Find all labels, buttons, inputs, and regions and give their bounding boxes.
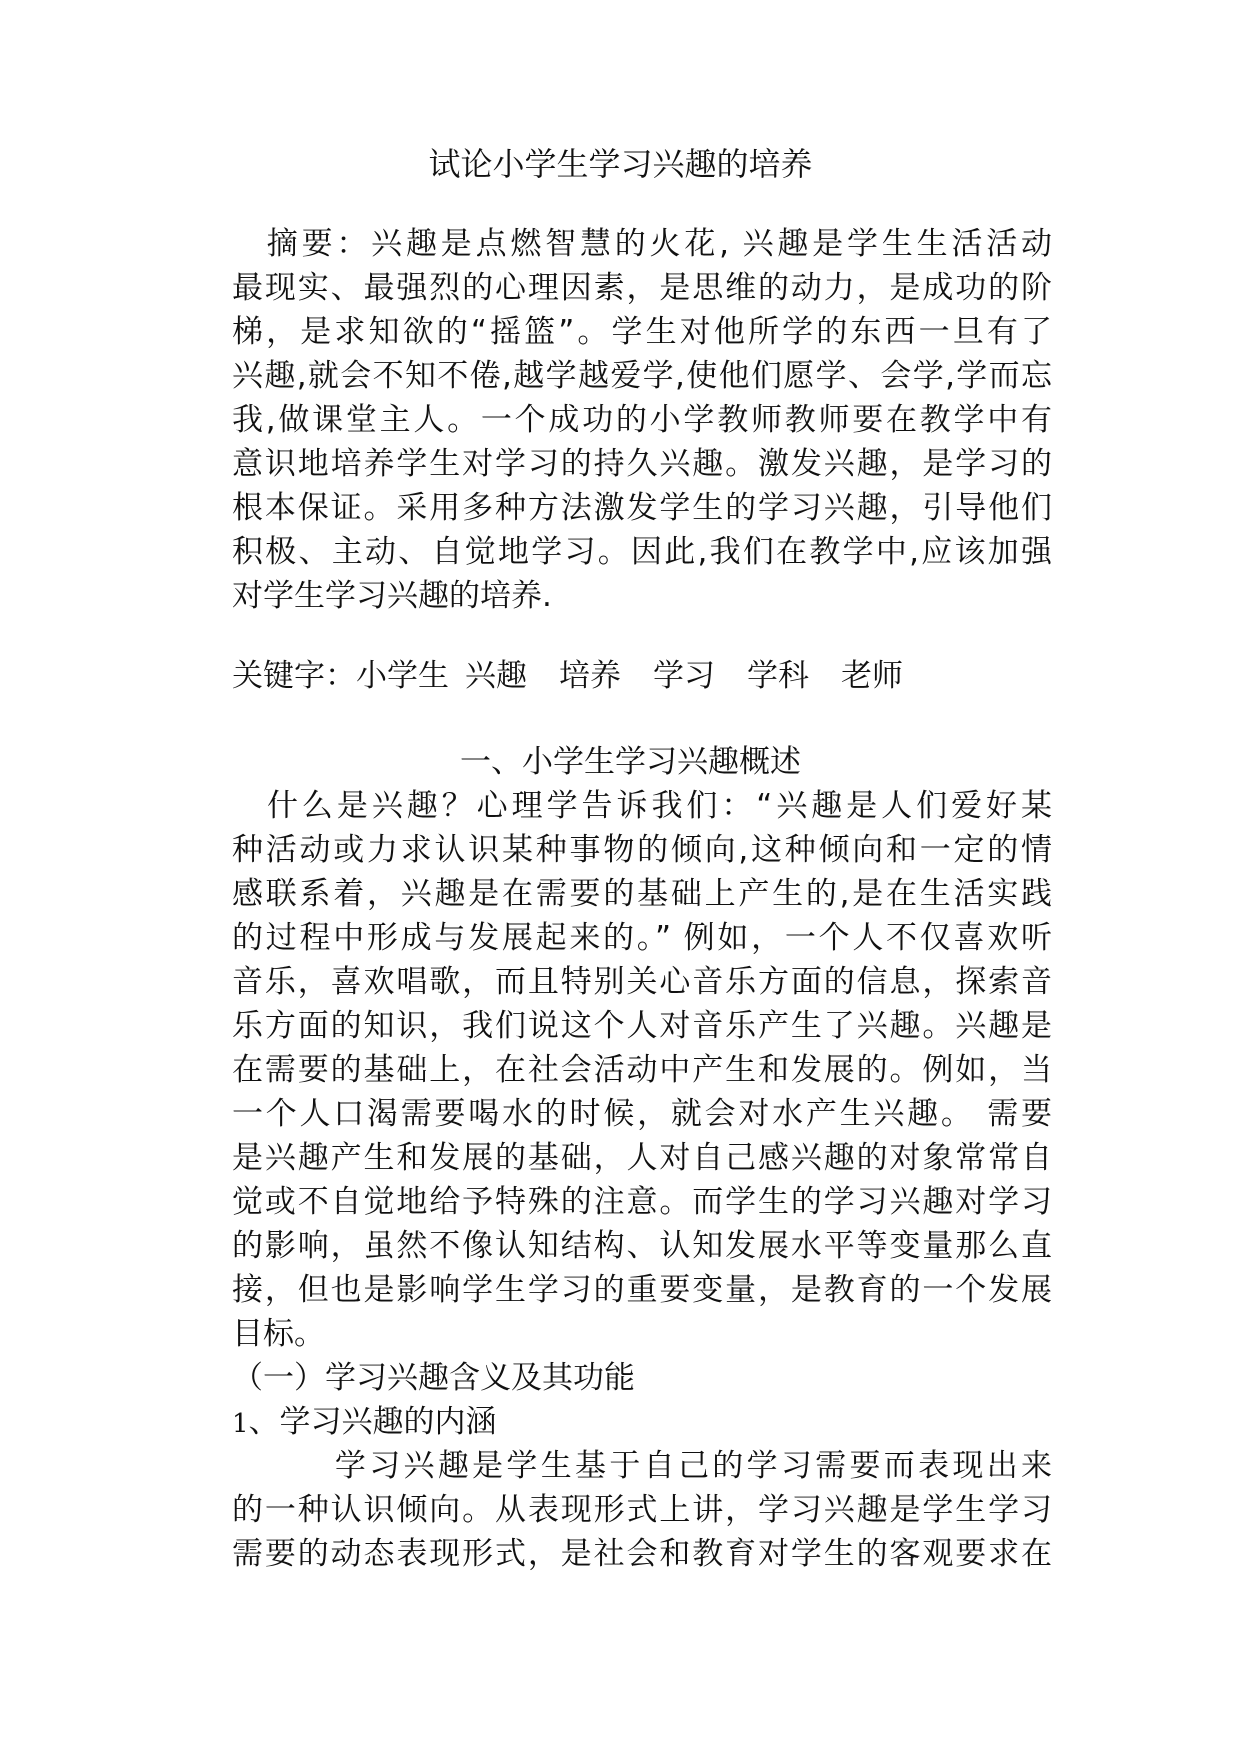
abstract-line: 根本保证。采用多种方法激发学生的学习兴趣，引导他们 (232, 490, 1052, 526)
abstract-line: 意识地培养学生对学习的持久兴趣。激发兴趣，是学习的 (232, 446, 1052, 482)
abstract-line: 对学生学习兴趣的培养. (232, 578, 552, 614)
body-line: 的过程中形成与发展起来的。” 例如，一个人不仅喜欢听 (232, 920, 1052, 956)
abstract-line: 最现实、最强烈的心理因素，是思维的动力，是成功的阶 (232, 270, 1052, 306)
abstract-line: 积极、主动、自觉地学习。因此,我们在教学中,应该加强 (232, 534, 1052, 570)
item-heading (232, 1400, 497, 1446)
body-line: 需要的动态表现形式，是社会和教育对学生的客观要求在 (232, 1536, 1052, 1572)
body-line: 一个人口渴需要喝水的时候，就会对水产生兴趣。 需要 (232, 1096, 1052, 1132)
body-line: 学习兴趣是学生基于自己的学习需要而表现出来 (232, 1448, 1052, 1484)
keyword: 学习 (653, 658, 715, 694)
keyword: 学科 (747, 658, 809, 694)
abstract-line: 梯，是求知欲的“摇篮”。学生对他所学的东西一旦有了 (232, 314, 1052, 350)
body-line: 音乐，喜欢唱歌，而且特别关心音乐方面的信息，探索音 (232, 964, 1052, 1000)
body-line: 的一种认识倾向。从表现形式上讲，学习兴趣是学生学习 (232, 1492, 1052, 1528)
body-line: 接，但也是影响学生学习的重要变量，是教育的一个发展 (232, 1272, 1052, 1308)
body-line: 在需要的基础上，在社会活动中产生和发展的。例如，当 (232, 1052, 1052, 1088)
keywords (232, 654, 903, 698)
abstract-line: 摘要：兴趣是点燃智慧的火花, 兴趣是学生生活活动 (232, 226, 1052, 262)
body-line: 乐方面的知识，我们说这个人对音乐产生了兴趣。兴趣是 (232, 1008, 1052, 1044)
keyword: 兴趣 (465, 658, 527, 694)
body-line: 感联系着，兴趣是在需要的基础上产生的,是在生活实践 (232, 876, 1052, 912)
item-heading-text: 、学习兴趣的内涵 (248, 1404, 497, 1440)
subsection-heading: （一）学习兴趣含义及其功能 (232, 1360, 635, 1396)
body-line: 觉或不自觉地给予特殊的注意。而学生的学习兴趣对学习 (232, 1184, 1052, 1220)
body-line: 是兴趣产生和发展的基础，人对自己感兴趣的对象常常自 (232, 1140, 1052, 1176)
abstract-line: 我,做课堂主人。一个成功的小学教师教师要在教学中有 (232, 402, 1052, 438)
document-title: 试论小学生学习兴趣的培养 (428, 145, 813, 183)
keyword: 培养 (559, 658, 621, 694)
item-number: 1 (232, 1409, 249, 1439)
body-line: 目标。 (232, 1316, 325, 1352)
body-line: 种活动或力求认识某种事物的倾向,这种倾向和一定的情 (232, 832, 1052, 868)
keyword: 老师 (841, 658, 903, 694)
abstract-line: 兴趣,就会不知不倦,越学越爱学,使他们愿学、会学,学而忘 (232, 358, 1052, 394)
section-heading: 一、小学生学习兴趣概述 (460, 744, 801, 780)
keyword: 小学生 (356, 658, 449, 694)
body-line: 的影响，虽然不像认知结构、认知发展水平等变量那么直 (232, 1228, 1052, 1264)
keywords-label: 关键字： (232, 658, 356, 694)
body-line: 什么是兴趣？心理学告诉我们：“兴趣是人们爱好某 (232, 788, 1052, 824)
